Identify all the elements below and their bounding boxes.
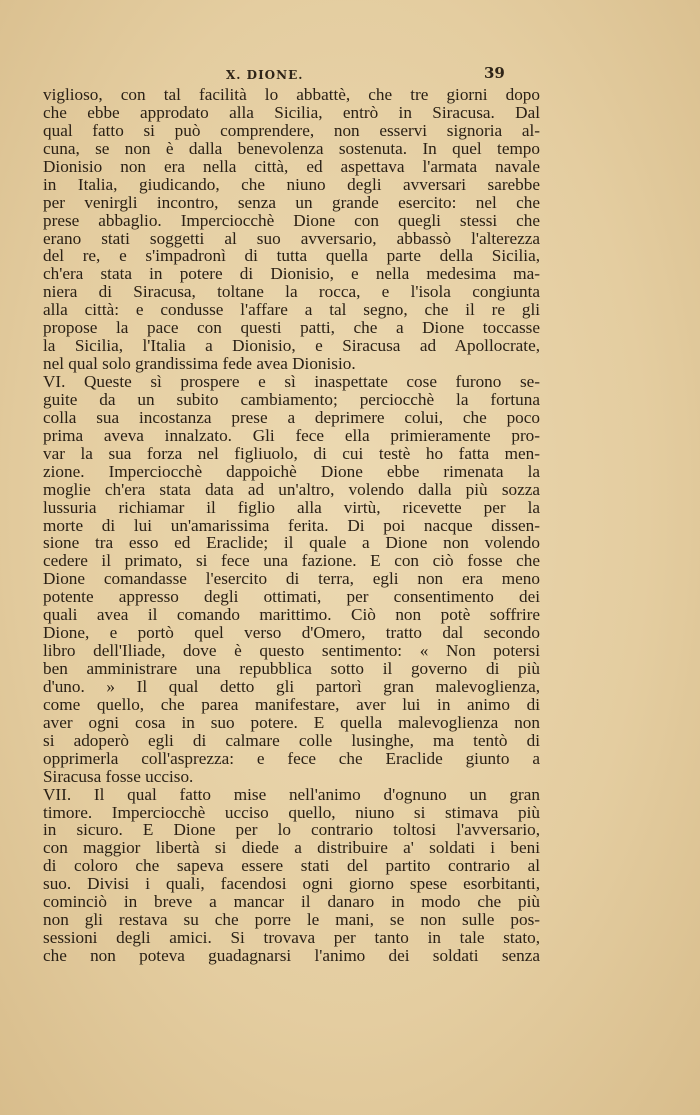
- text-line: che ebbe approdato alla Sicilia, entrò in Siracusa. Dal: [43, 102, 540, 122]
- text-line: cuna, se non è dalla benevolenza sostenuta. In quel tempo: [43, 138, 540, 158]
- text-line: guite da un subito cambiamento; perciocchè la fortuna: [43, 389, 540, 409]
- page-number: 39: [484, 64, 505, 82]
- text-line: viglioso, con tal facilità lo abbattè, che tre giorni dopo: [43, 85, 540, 104]
- text-line: con maggior libertà si diede a distribuire a' soldati i beni: [43, 838, 540, 858]
- text-line: del re, e s'impadronì di tutta quella parte della Sicilia,: [43, 246, 540, 266]
- paragraph-end-line: Siracusa fosse ucciso.: [43, 766, 194, 786]
- text-line: sione tra esso ed Eraclide; il quale a Dione non volendo: [43, 533, 540, 553]
- text-line: d'uno. » Il qual detto gli partorì gran malevoglienza,: [43, 676, 540, 696]
- page-header: [0, 64, 700, 86]
- text-line: timore. Imperciocchè ucciso quello, niuno si stimava più: [43, 802, 540, 822]
- text-line: potente appresso degli ottimati, per consentimento dei: [43, 587, 540, 607]
- text-line: cominciò in breve a mancar il danaro in modo che più: [43, 892, 540, 912]
- text-line: quali avea il comando marittimo. Ciò non potè soffrire: [43, 605, 540, 625]
- paragraph-end-line: nel qual solo grandissima fede avea Dionisio.: [43, 354, 356, 374]
- text-line: in Italia, giudicando, che niuno degli avversari sarebbe: [43, 174, 540, 194]
- text-line: libro dell'Iliade, dove è questo sentimento: « Non potersi: [43, 641, 540, 661]
- text-line: ch'era stata in potere di Dionisio, e nella medesima ma-: [43, 264, 540, 284]
- section-start-line: VII. Il qual fatto mise nell'animo d'ognuno un gran: [43, 784, 540, 804]
- text-line: che non poteva guadagnarsi l'animo dei soldati senza: [43, 946, 540, 965]
- text-line: ben amministrare una repubblica sotto il governo di più: [43, 659, 540, 678]
- text-line: Dione, e portò quel verso d'Omero, tratto dal secondo: [43, 623, 540, 643]
- text-line: prese abbaglio. Imperciocchè Dione con quegli stessi che: [43, 210, 540, 230]
- text-line: per venirgli incontro, senza un grande esercito: nel che: [43, 192, 540, 212]
- text-line: zione. Imperciocchè dappoichè Dione ebbe rimenata la: [43, 461, 540, 481]
- text-line: propose la pace con questi patti, che a Dione toccasse: [43, 318, 540, 338]
- text-line: sessioni degli amici. Si trovava per tanto in tale stato,: [43, 928, 540, 948]
- text-line: niera di Siracusa, toltane la rocca, e l'isola congiunta: [43, 282, 540, 302]
- text-line: prima aveva innalzato. Gli fece ella primieramente pro-: [43, 425, 540, 445]
- text-line: alla città: e condusse l'affare a tal segno, che il re gli: [43, 300, 540, 320]
- text-line: opprimerla coll'asprezza: e fece che Eraclide giunto a: [43, 748, 540, 768]
- text-line: cedere il primato, si fece una fazione. E con ciò fosse che: [43, 551, 540, 571]
- text-line: di coloro che sapeva essere stati del partito contrario al: [43, 856, 540, 876]
- text-line: Dionisio non era nella città, ed aspettava l'armata navale: [43, 156, 540, 176]
- text-line: erano stati soggetti al suo avversario, abbassò l'alterezza: [43, 228, 540, 248]
- text-line: lussuria richiamar il figlio alla virtù, ricevette per la: [43, 497, 540, 517]
- text-line: suo. Divisi i quali, facendosi ogni giorno spese esorbitanti,: [43, 874, 540, 894]
- text-line: Dione comandasse l'esercito di terra, egli non era meno: [43, 569, 540, 589]
- text-line: si adoperò egli di calmare colle lusinghe, ma tentò di: [43, 730, 540, 750]
- text-line: qual fatto si può comprendere, non esservi signoria al-: [43, 120, 540, 140]
- text-line: aver ogni cosa in suo potere. E quella malevoglienza non: [43, 712, 540, 732]
- body-text: [43, 86, 540, 965]
- text-line: colla sua incostanza prese a deprimere colui, che poco: [43, 407, 540, 427]
- text-line: moglie ch'era stata data ad un'altro, volendo dalla più sozza: [43, 479, 540, 499]
- text-line: non gli restava su che porre le mani, se non sulle pos-: [43, 910, 540, 930]
- section-start-line: VI. Queste sì prospere e sì inaspettate cose furono se-: [43, 372, 540, 391]
- text-line: in sicuro. E Dione per lo contrario toltosi l'avversario,: [43, 820, 540, 840]
- text-line: come quello, che parea manifestare, aver lui in animo di: [43, 694, 540, 714]
- text-line: morte di lui un'amarissima ferita. Di poi nacque dissen-: [43, 515, 540, 535]
- text-line: var la sua forza nel figliuolo, di cui testè ho fatta men-: [43, 443, 540, 463]
- running-title: X. DIONE.: [226, 68, 304, 82]
- text-line: la Sicilia, l'Italia a Dionisio, e Siracusa ad Apollocrate,: [43, 336, 540, 356]
